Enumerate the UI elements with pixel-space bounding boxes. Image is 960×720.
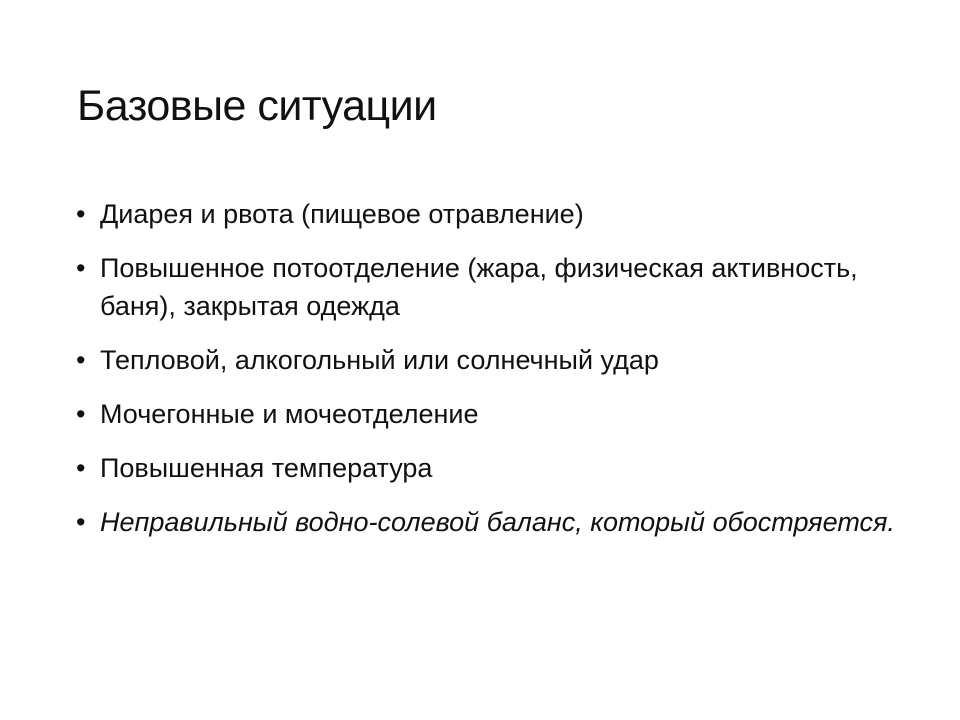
bullet-text: Диарея и рвота (пищевое отравление) [100, 199, 584, 229]
slide-title: Базовые ситуации [77, 82, 437, 130]
bullet-text: Повышенное потоотделение (жара, физическая активность, баня), закрытая одежда [100, 253, 858, 321]
bullet-text: Тепловой, алкогольный или солнечный удар [100, 345, 659, 375]
bullet-item [76, 195, 896, 233]
bullet-list [76, 195, 896, 557]
bullet-item [76, 395, 896, 433]
bullet-item [76, 249, 896, 325]
bullet-dot-icon: • [76, 199, 86, 229]
bullet-item [76, 341, 896, 379]
bullet-text: Мочегонные и мочеотделение [100, 399, 479, 429]
bullet-text: Повышенная температура [100, 453, 433, 483]
bullet-dot-icon: • [76, 399, 86, 429]
bullet-item [76, 449, 896, 487]
bullet-text: Неправильный водно-солевой баланс, который обостряется. [100, 507, 895, 537]
bullet-dot-icon: • [76, 345, 86, 375]
bullet-dot-icon: • [76, 453, 86, 483]
bullet-item [76, 503, 896, 541]
bullet-dot-icon: • [76, 507, 86, 537]
bullet-dot-icon: • [76, 253, 86, 283]
